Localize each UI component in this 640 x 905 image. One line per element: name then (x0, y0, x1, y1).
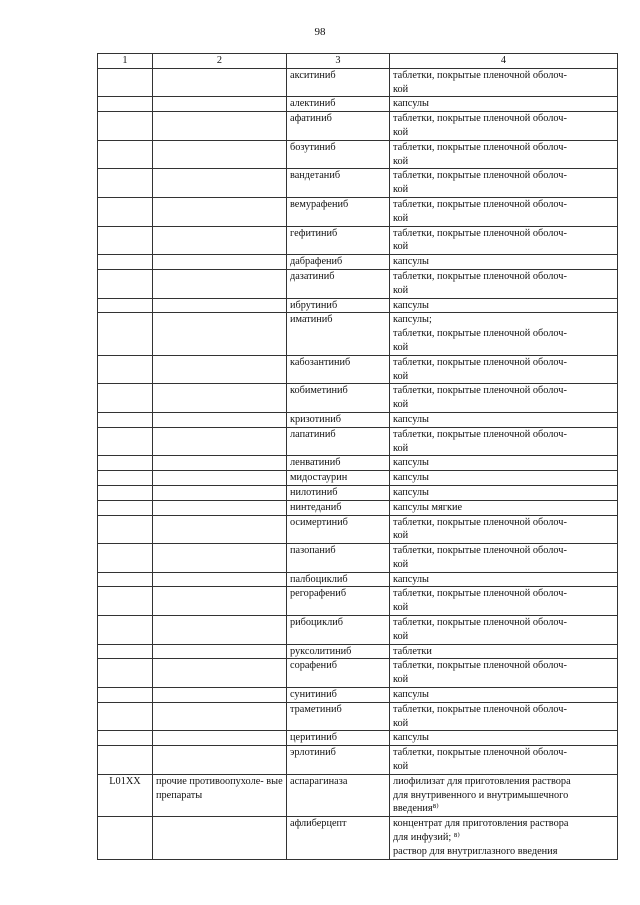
group-cell (153, 140, 287, 169)
group-cell (153, 97, 287, 112)
dosage-form-cell: таблетки, покрытые пленочной оболоч- кой (390, 226, 618, 255)
dosage-form-cell: таблетки, покрытые пленочной оболоч- кой (390, 659, 618, 688)
code-cell (98, 456, 153, 471)
table-row (98, 197, 618, 226)
dosage-form-cell: капсулы мягкие (390, 500, 618, 515)
table-row (98, 485, 618, 500)
code-cell (98, 226, 153, 255)
drug-name-cell: эрлотиниб (287, 746, 390, 775)
dosage-form-cell: таблетки, покрытые пленочной оболоч- кой (390, 68, 618, 97)
table-row (98, 97, 618, 112)
code-cell (98, 384, 153, 413)
group-cell (153, 746, 287, 775)
drug-name-cell: дабрафениб (287, 255, 390, 270)
drug-name-cell: кризотиниб (287, 412, 390, 427)
group-cell (153, 587, 287, 616)
dosage-form-cell: таблетки, покрытые пленочной оболоч- кой (390, 112, 618, 141)
code-cell (98, 298, 153, 313)
code-cell (98, 112, 153, 141)
table-row (98, 313, 618, 355)
group-cell (153, 355, 287, 384)
code-cell (98, 485, 153, 500)
code-cell (98, 688, 153, 703)
table-row (98, 269, 618, 298)
dosage-form-cell: таблетки, покрытые пленочной оболоч- кой (390, 616, 618, 645)
table-row (98, 384, 618, 413)
table-row (98, 500, 618, 515)
table-row (98, 112, 618, 141)
column-header-3: 3 (287, 54, 390, 69)
drug-name-cell: регорафениб (287, 587, 390, 616)
dosage-form-cell: капсулы (390, 471, 618, 486)
drug-name-cell: афатиниб (287, 112, 390, 141)
table-row (98, 427, 618, 456)
group-cell (153, 112, 287, 141)
drug-name-cell: кабозантиниб (287, 355, 390, 384)
table-row (98, 731, 618, 746)
group-cell (153, 500, 287, 515)
table-row (98, 140, 618, 169)
table-row (98, 298, 618, 313)
code-cell (98, 515, 153, 544)
group-cell (153, 688, 287, 703)
code-cell (98, 471, 153, 486)
group-cell (153, 817, 287, 859)
code-cell (98, 702, 153, 731)
drug-name-cell: ленватиниб (287, 456, 390, 471)
dosage-form-cell: таблетки, покрытые пленочной оболоч- кой (390, 544, 618, 573)
table-row (98, 169, 618, 198)
dosage-form-cell: лиофилизат для приготовления раствора для внутривенного и внутримышечного введения⁸⁾ (390, 774, 618, 816)
code-cell (98, 313, 153, 355)
drug-name-cell: афлиберцепт (287, 817, 390, 859)
code-cell (98, 731, 153, 746)
dosage-form-cell: капсулы (390, 688, 618, 703)
table-row (98, 702, 618, 731)
drug-name-cell: сорафениб (287, 659, 390, 688)
group-cell (153, 659, 287, 688)
dosage-form-cell: таблетки, покрытые пленочной оболоч- кой (390, 702, 618, 731)
drug-name-cell: пазопаниб (287, 544, 390, 573)
group-cell (153, 384, 287, 413)
group-cell (153, 313, 287, 355)
table-row (98, 659, 618, 688)
drug-name-cell: руксолитиниб (287, 644, 390, 659)
code-cell (98, 68, 153, 97)
code-cell (98, 644, 153, 659)
group-cell (153, 298, 287, 313)
dosage-form-cell: капсулы (390, 456, 618, 471)
table-header-row (98, 54, 618, 69)
dosage-form-cell: таблетки, покрытые пленочной оболоч- кой (390, 746, 618, 775)
drug-name-cell: аспарагиназа (287, 774, 390, 816)
code-cell (98, 544, 153, 573)
group-cell (153, 269, 287, 298)
drug-name-cell: вандетаниб (287, 169, 390, 198)
group-cell: прочие противоопухоле- вые препараты (153, 774, 287, 816)
drug-name-cell: осимертиниб (287, 515, 390, 544)
table-row (98, 456, 618, 471)
code-cell (98, 97, 153, 112)
dosage-form-cell: капсулы (390, 298, 618, 313)
code-cell (98, 572, 153, 587)
code-cell (98, 412, 153, 427)
drug-name-cell: гефитиниб (287, 226, 390, 255)
dosage-form-cell: капсулы (390, 572, 618, 587)
group-cell (153, 197, 287, 226)
group-cell (153, 412, 287, 427)
code-cell: L01XX (98, 774, 153, 816)
drug-name-cell: траметиниб (287, 702, 390, 731)
drug-name-cell: кобиметиниб (287, 384, 390, 413)
dosage-form-cell: капсулы (390, 485, 618, 500)
dosage-form-cell: таблетки, покрытые пленочной оболоч- кой (390, 269, 618, 298)
dosage-form-cell: таблетки, покрытые пленочной оболоч- кой (390, 427, 618, 456)
code-cell (98, 817, 153, 859)
drug-name-cell: дазатиниб (287, 269, 390, 298)
code-cell (98, 255, 153, 270)
table-row (98, 515, 618, 544)
code-cell (98, 169, 153, 198)
table-row (98, 544, 618, 573)
dosage-form-cell: капсулы (390, 731, 618, 746)
table-row (98, 226, 618, 255)
column-header-4: 4 (390, 54, 618, 69)
dosage-form-cell: таблетки, покрытые пленочной оболоч- кой (390, 587, 618, 616)
drug-name-cell: церитиниб (287, 731, 390, 746)
dosage-form-cell: концентрат для приготовления раствора для инфузий; ⁸⁾ раствор для внутриглазного введения (390, 817, 618, 859)
group-cell (153, 226, 287, 255)
drug-name-cell: иматиниб (287, 313, 390, 355)
table-row (98, 746, 618, 775)
drug-name-cell: ибрутиниб (287, 298, 390, 313)
group-cell (153, 616, 287, 645)
drug-table (97, 53, 618, 860)
group-cell (153, 644, 287, 659)
dosage-form-cell: таблетки (390, 644, 618, 659)
dosage-form-cell: капсулы (390, 97, 618, 112)
group-cell (153, 456, 287, 471)
dosage-form-cell: капсулы (390, 255, 618, 270)
table-row (98, 68, 618, 97)
table-row (98, 688, 618, 703)
dosage-form-cell: таблетки, покрытые пленочной оболоч- кой (390, 355, 618, 384)
group-cell (153, 255, 287, 270)
table-row (98, 412, 618, 427)
column-header-2: 2 (153, 54, 287, 69)
drug-name-cell: палбоциклиб (287, 572, 390, 587)
drug-name-cell: лапатиниб (287, 427, 390, 456)
dosage-form-cell: капсулы; таблетки, покрытые пленочной оболоч- кой (390, 313, 618, 355)
group-cell (153, 572, 287, 587)
drug-name-cell: нинтеданиб (287, 500, 390, 515)
group-cell (153, 471, 287, 486)
group-cell (153, 515, 287, 544)
group-cell (153, 427, 287, 456)
table-body (98, 68, 618, 859)
table-row (98, 817, 618, 859)
drug-name-cell: алектиниб (287, 97, 390, 112)
group-cell (153, 544, 287, 573)
table-row (98, 471, 618, 486)
table-row (98, 572, 618, 587)
group-cell (153, 169, 287, 198)
code-cell (98, 269, 153, 298)
code-cell (98, 427, 153, 456)
drug-name-cell: сунитиниб (287, 688, 390, 703)
column-header-1: 1 (98, 54, 153, 69)
table-row (98, 355, 618, 384)
code-cell (98, 746, 153, 775)
code-cell (98, 197, 153, 226)
code-cell (98, 587, 153, 616)
drug-name-cell: мидостаурин (287, 471, 390, 486)
group-cell (153, 702, 287, 731)
table-row (98, 774, 618, 816)
group-cell (153, 485, 287, 500)
drug-name-cell: бозутиниб (287, 140, 390, 169)
dosage-form-cell: капсулы (390, 412, 618, 427)
table-row (98, 616, 618, 645)
drug-name-cell: рибоциклиб (287, 616, 390, 645)
dosage-form-cell: таблетки, покрытые пленочной оболоч- кой (390, 140, 618, 169)
group-cell (153, 731, 287, 746)
code-cell (98, 659, 153, 688)
dosage-form-cell: таблетки, покрытые пленочной оболоч- кой (390, 169, 618, 198)
table-row (98, 587, 618, 616)
group-cell (153, 68, 287, 97)
drug-name-cell: акситиниб (287, 68, 390, 97)
page-number: 98 (314, 26, 326, 38)
table-row (98, 644, 618, 659)
drug-name-cell: вемурафениб (287, 197, 390, 226)
code-cell (98, 140, 153, 169)
dosage-form-cell: таблетки, покрытые пленочной оболоч- кой (390, 197, 618, 226)
drug-name-cell: нилотиниб (287, 485, 390, 500)
code-cell (98, 355, 153, 384)
dosage-form-cell: таблетки, покрытые пленочной оболоч- кой (390, 384, 618, 413)
dosage-form-cell: таблетки, покрытые пленочной оболоч- кой (390, 515, 618, 544)
table-row (98, 255, 618, 270)
code-cell (98, 616, 153, 645)
code-cell (98, 500, 153, 515)
